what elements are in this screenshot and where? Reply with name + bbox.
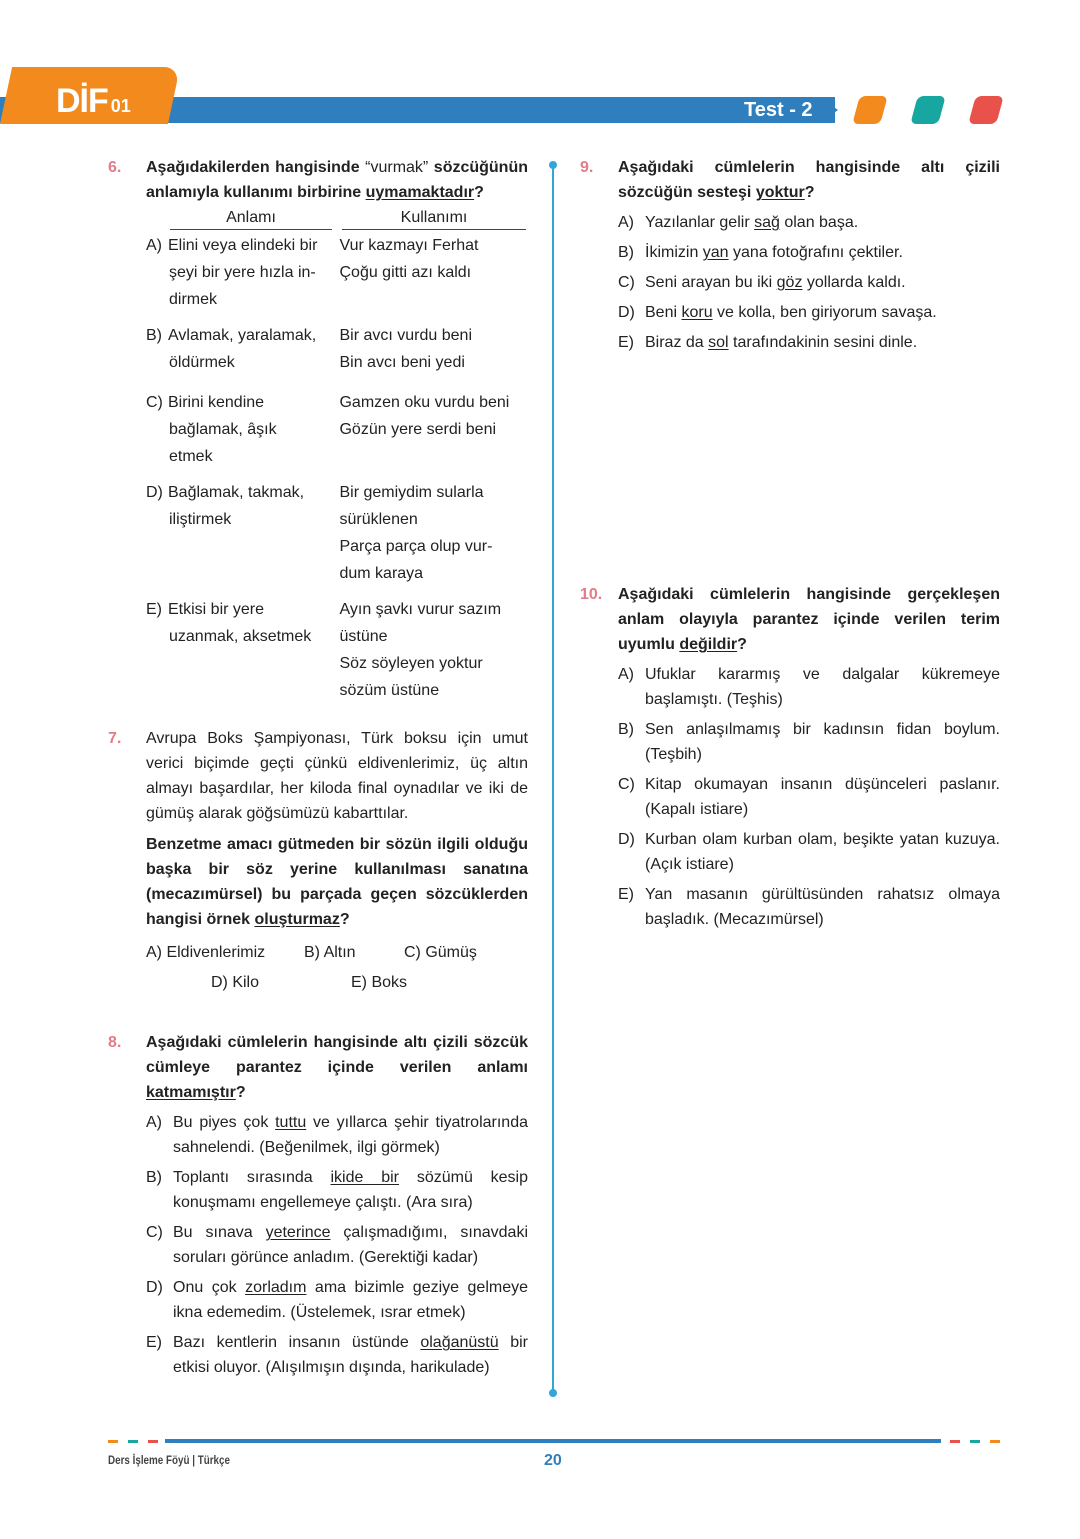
footer-dash-teal-right (970, 1440, 980, 1443)
meaning-usage-table (146, 207, 528, 704)
orange-shape-icon (852, 96, 888, 124)
footer-dash-red (148, 1440, 158, 1443)
choice-d[interactable]: D) Kilo (211, 974, 260, 991)
red-shape-icon (968, 96, 1004, 124)
choice-c[interactable]: C) Gümüş (404, 944, 477, 961)
question-stem: Aşağıdaki cümlelerin hangisinde altı çizili sözcük cümleye parantez içinde verilen anlamı katmamıştır? (146, 1034, 528, 1101)
footer-title: Ders İşleme Föyü | Türkçe (108, 1453, 230, 1467)
question-number: 8. (108, 1034, 122, 1051)
divider-bottom-dot (549, 1389, 557, 1397)
column-header-meaning: Anlamı (170, 207, 332, 230)
option-row-a[interactable]: A) Elini veya elindeki bir şeyi bir yere hızla in- dirmek Vur kazmayı Ferhat Çoğu gitti azı kaldı (146, 237, 479, 308)
column-divider (552, 165, 554, 1393)
question-stem: Benzetme amacı gütmeden bir sözün ilgili olduğu başka bir söz yerine kullanılması sanatına (mecazımürsel) bu parçada geçen sözcüklerden hangisi örnek oluşturmaz? (146, 836, 528, 928)
option-e[interactable]: E) Bazı kentlerin insanın üstünde olağanüstü bir etkisi oluyor. (Alışılmışın dışında, harikulade) (146, 1334, 528, 1376)
option-row-d[interactable]: D) Bağlamak, takmak, iliştirmek Bir gemiydim sularla sürüklenen Parça parça olup vur- dum karaya (146, 484, 493, 582)
footer-dash-orange (108, 1440, 118, 1443)
question-number: 9. (580, 159, 594, 176)
question-6 (108, 155, 528, 713)
question-8 (108, 1030, 528, 1380)
option-e[interactable]: E) Biraz da sol tarafındakinin sesini dinle. (618, 334, 918, 351)
option-a[interactable]: A) Bu piyes çok tuttu ve yıllarca şehir tiyatrolarında sahnelendi. (Beğenilmek, ilgi görmek) (146, 1114, 529, 1156)
option-d[interactable]: D) Onu çok zorladım ama bizimle geziye gelmeye ikna edemedim. (Üstelemek, ısrar etmek) (146, 1279, 528, 1321)
option-e[interactable]: E) Yan masanın gürültüsünden rahatsız olmaya başladık. (Mecazımürsel) (618, 886, 1000, 928)
question-number: 7. (108, 730, 122, 747)
option-b[interactable]: B) Toplantı sırasında ikide bir sözümü kesip konuşmamı engellemeye çalıştı. (Ara sıra) (146, 1169, 529, 1211)
question-stem: Aşağıdaki cümlelerin hangisinde gerçekleşen anlam olayıyla parantez içinde verilen terim uyumlu değildir? (618, 586, 1000, 653)
test-title: Test - 2 (744, 99, 813, 121)
teal-shape-icon (910, 96, 946, 124)
option-c[interactable]: C) Seni arayan bu iki göz yollarda kaldı. (618, 274, 906, 291)
option-d[interactable]: D) Beni koru ve kolla, ben giriyorum savaşa. (618, 304, 937, 321)
option-row-c[interactable]: C) Birini kendine bağlamak, âşık etmek Gamzen oku vurdu beni Gözün yere serdi beni (146, 394, 510, 465)
footer-dash-teal (128, 1440, 138, 1443)
question-number: 10. (580, 586, 603, 603)
logo: DİF 01 (56, 82, 131, 120)
answer-choices (146, 940, 528, 1000)
question-paragraph: Avrupa Boks Şampiyonası, Türk boksu için umut verici biçimde geçti çünkü eldivenlerimiz, üç altın almayı başardılar, her kiloda final oynadılar ve iki de gümüş alarak göğsümüzü kabarttılar. (146, 730, 528, 822)
option-row-b[interactable]: B) Avlamak, yaralamak, öldürmek Bir avcı vurdu beni Bin avcı beni yedi (146, 327, 472, 371)
question-number: 6. (108, 159, 122, 176)
header-bar-tip (820, 97, 838, 123)
choice-b[interactable]: B) Altın (304, 944, 356, 961)
question-stem: Aşağıdakilerden hangisinde “vurmak” sözcüğünün anlamıyla kullanımı birbirine uymamaktadır? (146, 159, 528, 201)
choice-a[interactable]: A) Eldivenlerimiz (146, 944, 266, 961)
footer-dash-orange-right (990, 1440, 1000, 1443)
choice-e[interactable]: E) Boks (351, 974, 408, 991)
question-7 (108, 726, 528, 1000)
question-9 (580, 155, 1000, 355)
option-a[interactable]: A) Ufuklar kararmış ve dalgalar kükremeye başlamıştı. (Teşhis) (618, 666, 1000, 708)
footer-dash-red-right (950, 1440, 960, 1443)
option-c[interactable]: C) Kitap okumayan insanın düşünceleri paslanır. (Kapalı istiare) (618, 776, 1000, 818)
question-10 (580, 582, 1000, 932)
divider-top-dot (549, 161, 557, 169)
option-b[interactable]: B) Sen anlaşılmamış bir kadınsın fidan boylum. (Teşbih) (618, 721, 1000, 763)
page-number: 20 (544, 1452, 562, 1469)
footer-line (165, 1439, 941, 1443)
option-row-e[interactable]: E) Etkisi bir yere uzanmak, aksetmek Ayın şavkı vurur sazım üstüne Söz söyleyen yoktur sözüm üstüne (146, 601, 502, 699)
column-header-usage: Kullanımı (342, 207, 526, 230)
option-a[interactable]: A) Yazılanlar gelir sağ olan başa. (618, 214, 859, 231)
option-b[interactable]: B) İkimizin yan yana fotoğrafını çektiler. (618, 244, 903, 261)
question-stem: Aşağıdaki cümlelerin hangisinde altı çizili sözcüğün sesteşi yoktur? (618, 159, 1000, 201)
option-c[interactable]: C) Bu sınava yeterince çalışmadığımı, sınavdaki soruları görünce anladım. (Gerektiği kadar) (146, 1224, 528, 1266)
option-d[interactable]: D) Kurban olam kurban olam, beşikte yatan kuzuya. (Açık istiare) (618, 831, 1000, 873)
